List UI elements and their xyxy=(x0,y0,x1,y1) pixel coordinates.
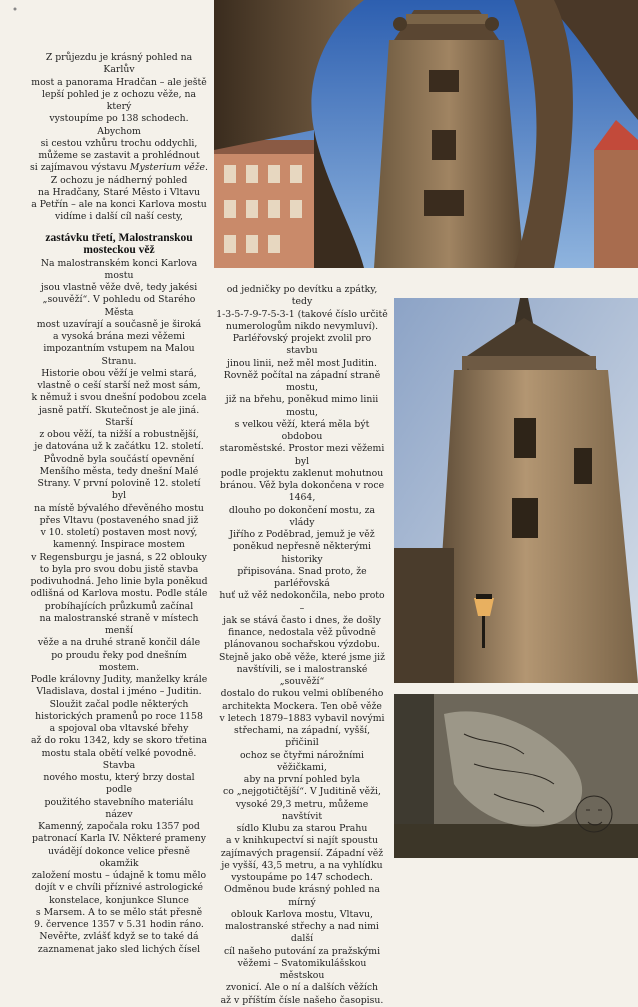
text-line: je vyšší, 43,5 metru, a na vyhlídku xyxy=(221,859,383,871)
section-heading xyxy=(30,232,208,256)
heading-line: mosteckou věž xyxy=(83,243,155,256)
text-line: to byla pro svou dobu jistě stavba xyxy=(39,563,199,575)
text-line: kamenný. Inspirace mostem xyxy=(53,539,185,551)
text-line: jsou vlastně věže dvě, tedy jakési xyxy=(40,282,198,293)
text-line: bránou. Věž byla dokončena v roce 1464, xyxy=(219,480,385,504)
text-line: jasně patří. Skutečnost je ale jiná. Starší xyxy=(38,404,200,428)
text-line: odlišná od Karlova mostu. Podle stále xyxy=(30,588,208,600)
text-line: je datována už k začátku 12. století. xyxy=(34,441,204,453)
intro-line: vystoupíme po 138 schodech. Abychom xyxy=(49,113,189,137)
photo-wall-graffiti xyxy=(394,694,638,858)
text-line: v Regensburgu je jasná, s 22 oblouky xyxy=(31,551,207,563)
exhibition-title: Mysterium věže xyxy=(129,162,206,174)
intro-line: vidíme i další cíl naší cesty, xyxy=(54,211,184,223)
text-line: věže a na druhé straně končil dále xyxy=(37,637,201,649)
left-body-text xyxy=(30,258,208,956)
text-line: a spojoval oba vltavské břehy xyxy=(49,723,189,734)
intro-line: si cestou vzhůru trochu oddychli, xyxy=(40,137,198,149)
text-line: Na malostranském konci Karlova mostu xyxy=(40,257,198,281)
text-line: architekta Mockera. Ten obě věže xyxy=(222,700,382,712)
corner-mark xyxy=(12,6,18,12)
text-line: probíhajících průzkumů začínal xyxy=(44,600,194,612)
text-line: vlastně o ceší starší než most sám, xyxy=(37,380,201,391)
text-line: v letech 1879–1883 vybavil novými xyxy=(219,712,385,724)
intro-line: lepší pohled je z ochozu věže, na který xyxy=(41,88,197,112)
text-line: s velkou věží, která měla být obdobou xyxy=(234,418,370,442)
text-line: a v knihkupectví si najít spoustu xyxy=(225,835,379,847)
text-line: připisována. Snad proto, že parléřovská xyxy=(237,565,367,589)
text-line: ochoz se čtyřmi nárožními věžičkami, xyxy=(239,749,365,773)
text-line: Podle královny Judity, manželky krále xyxy=(30,674,208,685)
text-line: Rovněž počítal na západní straně mostu, xyxy=(223,369,381,393)
text-line: oblouk Karlova mostu, Vltavu, xyxy=(231,908,373,920)
text-line: historických pramenů po roce 1158 xyxy=(35,710,203,722)
text-line: zaznamenat jako sled lichých čísel xyxy=(37,943,201,955)
text-line: co „nejgotičtější“. V Juditině věži, xyxy=(223,786,381,798)
text-line: 1-3-5-7-9-7-5-3-1 (takové číslo určitě xyxy=(216,308,388,320)
text-line: sídlo Klubu za starou Prahu xyxy=(236,823,368,834)
text-line: střechami, na západní, vyšší, přičinil xyxy=(233,725,371,749)
text-line: malostranské střechy a nad nimi další xyxy=(225,921,379,945)
text-line: jinou linii, než měl most Juditin. xyxy=(227,357,377,369)
text-line: Odměnou bude krásný pohled na mírný xyxy=(224,884,380,908)
text-line: jak se stává často i dnes, že došly xyxy=(223,614,381,626)
middle-body-text xyxy=(216,284,388,1007)
intro-paragraph xyxy=(30,52,208,224)
text-line: poněkud nepřesně některými historiky xyxy=(232,541,371,565)
intro-line: můžeme se zastavit a prohlédnout xyxy=(38,150,200,161)
text-line: z obou věží, ta nižší a robustnější, xyxy=(39,429,199,440)
photo-malostranska-tower xyxy=(394,298,638,683)
text-line: po proudu řeky pod dnešním mostem. xyxy=(51,649,187,673)
text-line: Sloužit začal podle některých xyxy=(49,698,189,710)
text-line: dlouho po dokončení mostu, za vlády xyxy=(228,504,376,528)
text-line: dostalo do rukou velmi oblíbeného xyxy=(220,688,384,700)
heading-line: zastávku třetí, Malostranskou xyxy=(45,231,193,244)
text-line: Kamenný, započala roku 1357 pod xyxy=(38,821,200,832)
text-line: v 10. století) postaven most nový, xyxy=(40,527,198,538)
text-line: věžemi – Svatomikulášskou městskou xyxy=(237,957,367,981)
text-line: Strany. V první polovině 12. století byl xyxy=(37,478,201,502)
text-line: nového mostu, který brzy dostal podle xyxy=(43,772,195,796)
text-line: huť už věž nedokončila, nebo proto – xyxy=(219,590,385,614)
text-line: založení mostu – údajně k tomu mělo xyxy=(31,870,207,881)
text-line: 9. července 1357 v 5.31 hodin ráno. xyxy=(34,919,204,930)
text-line: dojít v e chvíli příznivé astrologické xyxy=(35,882,203,894)
text-line: uvádějí dokonce velice přesně okamžik xyxy=(48,845,190,869)
text-line: patronací Karla IV. Některé prameny xyxy=(32,833,206,845)
intro-line-exhibition xyxy=(30,162,208,174)
left-column xyxy=(30,52,208,956)
text-line: podle projektu zaklenut mohutnou xyxy=(220,467,384,479)
text-line: a vysoká brána mezi věžemi xyxy=(52,331,185,342)
text-line: finance, nedostala věž původně xyxy=(228,627,376,638)
photo-tower-through-arch xyxy=(214,0,638,268)
text-line: vysoké 29,3 metru, můžeme navštívit xyxy=(235,798,369,822)
text-line: Stejně jako obě věže, které jsme již xyxy=(218,651,386,663)
text-line: konstelace, konjunkce Slunce xyxy=(49,894,189,906)
text-line: Historie obou věží je velmi stará, xyxy=(41,367,197,379)
text-line: na místě bývalého dřevěného mostu xyxy=(34,502,204,514)
text-line: plánovanou sochařskou výzdobu. xyxy=(224,639,380,651)
text-line: zajímavých pragensií. Západní věž xyxy=(220,847,384,859)
text-line: Parléřovský projekt zvolil pro stavbu xyxy=(232,333,372,357)
text-line: zvonicí. Ale o ní a dalších věžích xyxy=(225,982,379,994)
text-line: podivuhodná. Jeho linie byla poněkud xyxy=(30,576,208,587)
intro-line: most a panorama Hradčan – ale ještě xyxy=(31,76,207,88)
intro-line: na Hradčany, Staré Město i Vltavu xyxy=(38,186,200,198)
text-line: Nevěřte, zvlášť když se to také dá xyxy=(39,931,199,943)
text-line: impozantním vstupem na Malou Stranu. xyxy=(43,343,195,367)
text-line: Jiřího z Poděbrad, jemuž je věž xyxy=(229,529,375,540)
text-line: použitého stavebního materiálu název xyxy=(44,796,194,820)
intro-line: a Petřín – ale na konci Karlova mostu xyxy=(31,199,207,210)
text-line: až do roku 1342, kdy se skoro třetina xyxy=(30,735,208,747)
text-line: od jedničky po devítku a zpátky, tedy xyxy=(226,284,378,308)
text-line: staroměstské. Prostor mezi věžemi byl xyxy=(219,443,385,467)
text-line: již na břehu, poněkud mimo linii mostu, xyxy=(225,394,379,418)
text-line: přes Vltavu (postaveného snad již xyxy=(39,514,199,526)
text-line: Vladislava, dostal i jméno – Juditin. xyxy=(36,686,202,698)
text-line: až v příštím čísle našeho časopisu. xyxy=(220,994,384,1006)
text-line: Původně byla součástí opevnění xyxy=(43,453,195,465)
text-line: na malostranské straně v místech menší xyxy=(39,612,199,636)
text-line: navštívili, se i malostranské „souvěží“ xyxy=(236,663,368,687)
text-line: Menšího města, tedy dnešní Malé xyxy=(39,465,199,477)
intro-line: si zajímavou výstavu xyxy=(30,162,127,174)
text-line: vystoupáme po 147 schodech. xyxy=(231,872,373,883)
text-line: „souvěží“. V pohledu od Starého Města xyxy=(42,294,196,318)
text-line: cíl našeho putování za pražskými xyxy=(223,945,381,957)
text-line: s Marsem. A to se mělo stát přesně xyxy=(35,906,203,918)
text-line: aby na první pohled byla xyxy=(243,774,361,785)
text-line: most uzavírají a současně je široká xyxy=(36,318,202,330)
text-line: numerologům nikdo nevymluví). xyxy=(225,320,379,332)
text-line: mostu stala obětí velké povodně. Stavba xyxy=(41,747,197,771)
intro-line: Z ochozu je nádherný pohled xyxy=(50,174,188,186)
intro-period: . xyxy=(205,162,209,174)
text-line: k němuž i svou dnešní podobou zcela xyxy=(31,392,207,404)
intro-line: Z průjezdu je krásný pohled na Karlův xyxy=(45,52,193,76)
